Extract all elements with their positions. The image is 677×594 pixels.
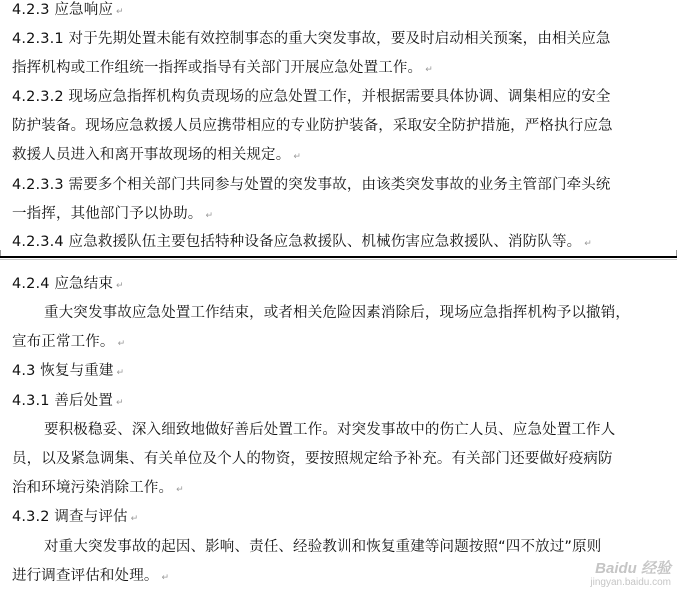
paragraph-4-2-4-line-1: 重大突发事故应急处置工作结束，或者相关危险因素消除后，现场应急指挥机构予以撤销， (44, 305, 630, 321)
paragraph-mark-icon: ↵ (176, 485, 184, 495)
heading-4-2-3: 4.2.3 应急响应 ↵ (12, 2, 124, 18)
paragraph-4-3-1-line-3: 治和环境污染消除工作。 ↵ (12, 480, 184, 496)
paragraph-mark-icon: ↵ (116, 7, 124, 17)
heading-4-3: 4.3 恢复与重建 ↵ (12, 363, 125, 379)
baidu-jingyan-watermark (590, 562, 671, 590)
paragraph-4-2-3-3-line-1: 4.2.3.3 需要多个相关部门共同参与处置的突发事故，由该类突发事故的业务主管部门牵头统 (12, 177, 611, 193)
heading-4-3-1: 4.3.1 善后处置 ↵ (12, 393, 124, 409)
paragraph-4-2-3-2-line-3: 救援人员进入和离开事故现场的相关规定。 ↵ (12, 147, 302, 163)
paragraph-mark-icon: ↵ (161, 573, 170, 583)
paragraph-4-3-2-line-2: 进行调查评估和处理。 ↵ (12, 568, 170, 584)
paragraph-mark-icon: ↵ (293, 152, 302, 162)
paragraph-4-2-3-1-line-1: 4.2.3.1 对于先期处置未能有效控制事态的重大突发事故，要及时启动相关预案，由相关应急 (12, 31, 611, 47)
watermark-url: jingyan.baidu.com (590, 577, 671, 588)
watermark-logo-text: Baidu 经验 (595, 560, 671, 577)
paragraph-mark-icon: ↵ (584, 239, 592, 249)
paragraph-mark-icon: ↵ (116, 368, 125, 378)
paragraph-4-2-3-2-line-1: 4.2.3.2 现场应急指挥机构负责现场的应急处置工作，并根据需要具体协调、调集相应的安全 (12, 89, 611, 105)
heading-4-3-2: 4.3.2 调查与评估 ↵ (12, 509, 139, 525)
paragraph-mark-icon: ↵ (425, 65, 433, 75)
paragraph-mark-icon: ↵ (116, 281, 124, 291)
paragraph-4-3-1-line-2: 员，以及紧急调集、有关单位及个人的物资，要按照规定给予补充。有关部门还要做好疫病防 (12, 451, 613, 467)
paragraph-mark-icon: ↵ (130, 514, 139, 524)
page-break-shadow (0, 259, 677, 260)
paragraph-mark-icon: ↵ (116, 398, 124, 408)
paragraph-4-2-3-4-line-1: 4.2.3.4 应急救援队伍主要包括特种设备应急救援队、机械伤害应急救援队、消防队等。 ↵ (12, 234, 592, 250)
paragraph-4-2-4-line-2: 宣布正常工作。 ↵ (12, 334, 126, 350)
paragraph-mark-icon: ↵ (205, 211, 214, 221)
paragraph-4-3-2-line-1: 对重大突发事故的起因、影响、责任、经验教训和恢复重建等问题按照“四不放过”原则 (44, 539, 602, 555)
paragraph-4-2-3-3-line-2: 一指挥，其他部门予以协助。 ↵ (12, 206, 214, 222)
paragraph-4-2-3-1-line-2: 指挥机构或工作组统一指挥或指导有关部门开展应急处置工作。 ↵ (12, 60, 433, 76)
heading-4-2-4: 4.2.4 应急结束 ↵ (12, 276, 124, 292)
page-break-line (0, 256, 677, 258)
paragraph-mark-icon: ↵ (117, 339, 126, 349)
paragraph-4-3-1-line-1: 要积极稳妥、深入细致地做好善后处置工作。对突发事故中的伤亡人员、应急处置工作人 (44, 422, 616, 438)
paragraph-4-2-3-2-line-2: 防护装备。现场应急救援人员应携带相应的专业防护装备，采取安全防护措施，严格执行应急 (12, 118, 613, 134)
